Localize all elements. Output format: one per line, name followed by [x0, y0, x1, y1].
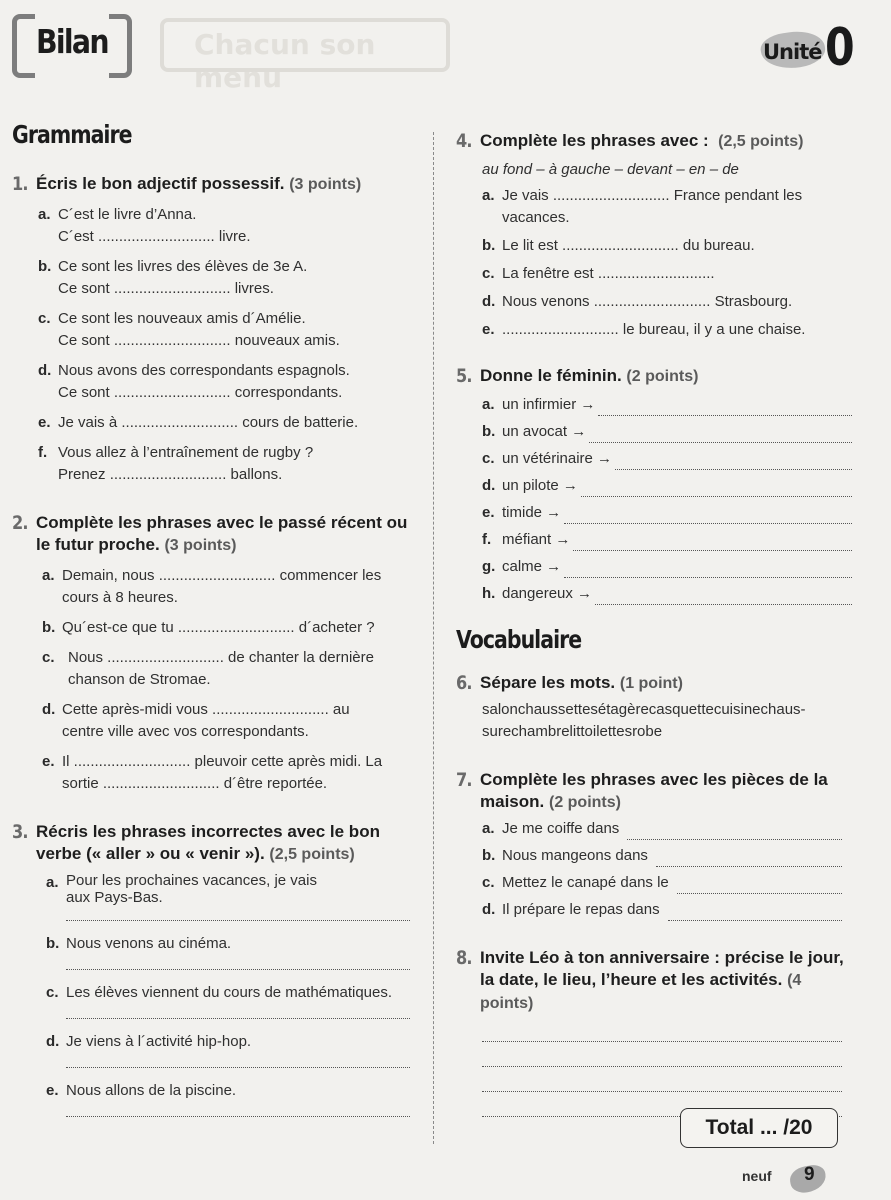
unit-number: 0: [825, 18, 855, 78]
bilan-title: Bilan: [36, 22, 108, 61]
list-item: f. méfiant →: [482, 529, 852, 551]
list-item: d. Il prépare le repas dans: [482, 899, 842, 921]
list-item: d. un pilote →: [482, 475, 852, 497]
list-item: f. Vous allez à l’entraînement de rugby ? Prenez ............................ ballons.: [38, 444, 314, 483]
exercise-title: Complète les phrases avec les pièces de la maison. (2 points): [480, 770, 828, 811]
list-item: c. Nous ............................ de chanter la dernière chanson de Stromae.: [42, 649, 374, 688]
list-item: b. Le lit est ............................ du bureau.: [482, 237, 755, 254]
list-item: a. Demain, nous ............................ commencer les cours à 8 heures.: [42, 567, 382, 606]
list-item: a. un infirmier →: [482, 394, 852, 416]
list-item: e. timide →: [482, 502, 852, 524]
answer-line[interactable]: [482, 1021, 842, 1042]
exercise-number: 2.: [12, 512, 28, 534]
list-item: h. dangereux →: [482, 583, 852, 605]
list-item: e. Nous allons de la piscine.: [46, 1080, 420, 1117]
exercise-header: [456, 769, 856, 814]
list-item: g. calme →: [482, 556, 852, 578]
exercise-number: 8.: [456, 947, 472, 969]
right-column: [456, 130, 856, 1117]
answer-line[interactable]: [589, 427, 852, 443]
exercise-title: Écris le bon adjectif possessif. (3 points): [36, 174, 362, 193]
exercise-title: Sépare les mots. (1 point): [480, 673, 683, 692]
list-item: d. Nous venons ............................ Strasbourg.: [482, 293, 793, 310]
exercise-header: [456, 672, 856, 695]
exercise-number: 3.: [12, 821, 28, 843]
answer-line[interactable]: [482, 1067, 842, 1092]
answer-line[interactable]: [66, 1102, 410, 1117]
list-item: a. C´est le livre d’Anna. C´est ............................ livre.: [38, 206, 251, 245]
list-item: b. Nous venons au cinéma.: [46, 933, 420, 970]
list-item: b. un avocat →: [482, 421, 852, 443]
answer-line[interactable]: [66, 906, 410, 921]
left-column: [12, 120, 420, 1117]
list-item: e. ............................ le bureau, il y a une chaise.: [482, 321, 806, 338]
exercise-header: [12, 173, 420, 196]
exercise-items: [38, 204, 420, 486]
word-bank: au fond – à gauche – devant – en – de: [482, 161, 739, 178]
list-item: d. Cette après-midi vous ............................ au centre ville avec vos correspondants.: [42, 701, 350, 740]
exercise-items: [42, 565, 420, 795]
exercise-title: Complète les phrases avec : (2,5 points): [480, 131, 804, 150]
answer-line[interactable]: [482, 1042, 842, 1067]
list-item: a. Je vais ............................ France pendant les vacances.: [482, 187, 803, 226]
answer-line[interactable]: [677, 878, 842, 894]
word-chain: salonchaussettesétagèrecasquettecuisinechaus- surechambrelittoilettesrobe: [482, 701, 806, 740]
column-divider: [433, 132, 434, 1144]
exercise-title: Invite Léo à ton anniversaire : précise le jour, la date, le lieu, l’heure et les activités. (4 points): [480, 948, 844, 1012]
exercise-number: 4.: [456, 130, 472, 152]
exercise-number: 7.: [456, 769, 472, 791]
show-through-title: Chacun son menu: [160, 18, 450, 72]
exercise-items: [482, 818, 842, 921]
exercise-3: [12, 821, 420, 1117]
answer-line[interactable]: [627, 824, 842, 840]
exercise-1: [12, 173, 420, 486]
exercise-header: [12, 512, 420, 557]
unit-badge: [761, 18, 861, 80]
exercise-5: [456, 365, 856, 605]
exercise-4: [456, 130, 856, 341]
page-number-badge: [790, 1160, 836, 1196]
list-item: c. Mettez le canapé dans le: [482, 872, 842, 894]
total-score-box: Total ... /20: [680, 1108, 838, 1148]
exercise-header: [456, 130, 856, 153]
list-item: c. Les élèves viennent du cours de mathématiques.: [46, 982, 420, 1019]
list-item: e. Je vais à ............................ cours de batterie.: [38, 414, 359, 431]
list-item: c. un vétérinaire →: [482, 448, 852, 470]
list-item: d. Nous avons des correspondants espagnols. Ce sont ............................ correspondants.: [38, 362, 350, 401]
list-item: b. Ce sont les livres des élèves de 3e A. Ce sont ............................ livres.: [38, 258, 308, 297]
exercise-6: [456, 672, 856, 743]
answer-line[interactable]: [66, 955, 410, 970]
answer-line[interactable]: [66, 1004, 410, 1019]
exercise-title: Récris les phrases incorrectes avec le bon verbe (« aller » ou « venir »). (2,5 points): [36, 822, 380, 863]
page-number: 9: [804, 1164, 815, 1185]
answer-line[interactable]: [668, 905, 842, 921]
list-item: d. Je viens à l´activité hip-hop.: [46, 1031, 420, 1068]
list-item: b. Qu´est-ce que tu ............................ d´acheter ?: [42, 619, 375, 636]
page-word: neuf: [742, 1168, 772, 1184]
list-item: c. Ce sont les nouveaux amis d´Amélie. Ce sont ............................ nouveaux amis.: [38, 310, 340, 349]
exercise-2: [12, 512, 420, 795]
unit-label: Unité: [763, 40, 822, 64]
answer-line[interactable]: [595, 589, 852, 605]
answer-line[interactable]: [598, 400, 852, 416]
answer-line[interactable]: [573, 535, 852, 551]
answer-line[interactable]: [564, 562, 852, 578]
exercise-items: [482, 185, 856, 341]
answer-line[interactable]: [656, 851, 842, 867]
exercise-header: [456, 365, 856, 388]
exercise-7: [456, 769, 856, 921]
exercise-items: [46, 872, 420, 1117]
list-item: c. La fenêtre est ............................: [482, 265, 715, 282]
answer-line[interactable]: [564, 508, 852, 524]
list-item: a. Je me coiffe dans: [482, 818, 842, 840]
answer-area: [482, 1021, 842, 1117]
exercise-title: Donne le féminin. (2 points): [480, 366, 699, 385]
exercise-number: 1.: [12, 173, 28, 195]
exercise-title: Complète les phrases avec le passé récent ou le futur proche. (3 points): [36, 513, 408, 554]
exercise-8: [456, 947, 856, 1117]
list-item: b. Nous mangeons dans: [482, 845, 842, 867]
exercise-items: [482, 394, 852, 605]
section-title-vocabulaire: Vocabulaire: [456, 625, 582, 654]
exercise-number: 5.: [456, 365, 472, 387]
section-title-grammaire: Grammaire: [12, 120, 132, 149]
answer-line[interactable]: [66, 1053, 410, 1068]
exercise-number: 6.: [456, 672, 472, 694]
answer-line[interactable]: [581, 481, 852, 497]
list-item: e. Il ............................ pleuvoir cette après midi. La sortie ............................ d´être reportée.: [42, 753, 383, 792]
list-item: a. Pour les prochaines vacances, je vais aux Pays-Bas.: [46, 872, 420, 921]
exercise-header: [12, 821, 420, 866]
answer-line[interactable]: [615, 454, 852, 470]
exercise-header: [456, 947, 856, 1015]
